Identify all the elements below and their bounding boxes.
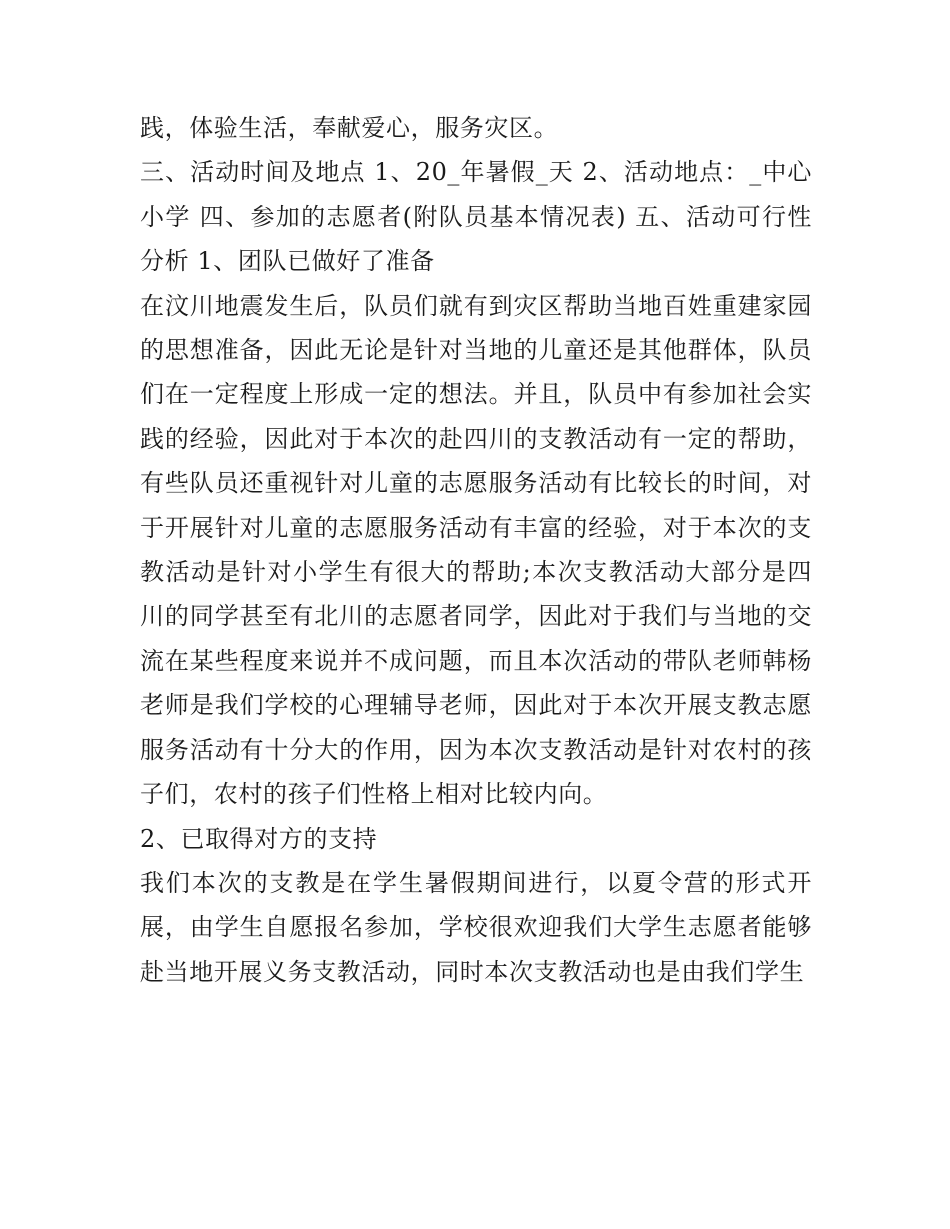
paragraph-1: 践，体验生活，奉献爱心，服务灾区。 — [140, 114, 559, 142]
paragraph-2: 三、活动时间及地点 1、20_年暑假_天 2、活动地点：_中心小学 四、参加的志愿者(附队员基本情况表) 五、活动可行性分析 1、团队已做好了准备 — [140, 158, 812, 276]
paragraph-4: 2、已取得对方的支持 — [140, 824, 378, 853]
document-body — [140, 106, 812, 994]
paragraph-3: 在汶川地震发生后，队员们就有到灾区帮助当地百姓重建家园的思想准备，因此无论是针对当地的儿童还是其他群体，队员们在一定程度上形成一定的想法。并且，队员中有参加社会实践的经验，因此对于本次的赴四川的支教活动有一定的帮助，有些队员还重视针对儿童的志愿服务活动有比较长的时间，对于开展针对儿童的志愿服务活动有丰富的经验，对于本次的支教活动是针对小学生有很大的帮助;本次支教活动大部分是四川的同学甚至有北川的志愿者同学，因此对于我们与当地的交流在某些程度来说并不成问题，而且本次活动的带队老师韩杨老师是我们学校的心理辅导老师，因此对于本次开展支教志愿服务活动有十分大的作用，因为本次支教活动是针对农村的孩子们，农村的孩子们性格上相对比较内向。 — [140, 291, 812, 809]
paragraph-5: 我们本次的支教是在学生暑假期间进行，以夏令营的形式开展，由学生自愿报名参加，学校很欢迎我们大学生志愿者能够赴当地开展义务支教活动，同时本次支教活动也是由我们学生 — [140, 868, 812, 986]
